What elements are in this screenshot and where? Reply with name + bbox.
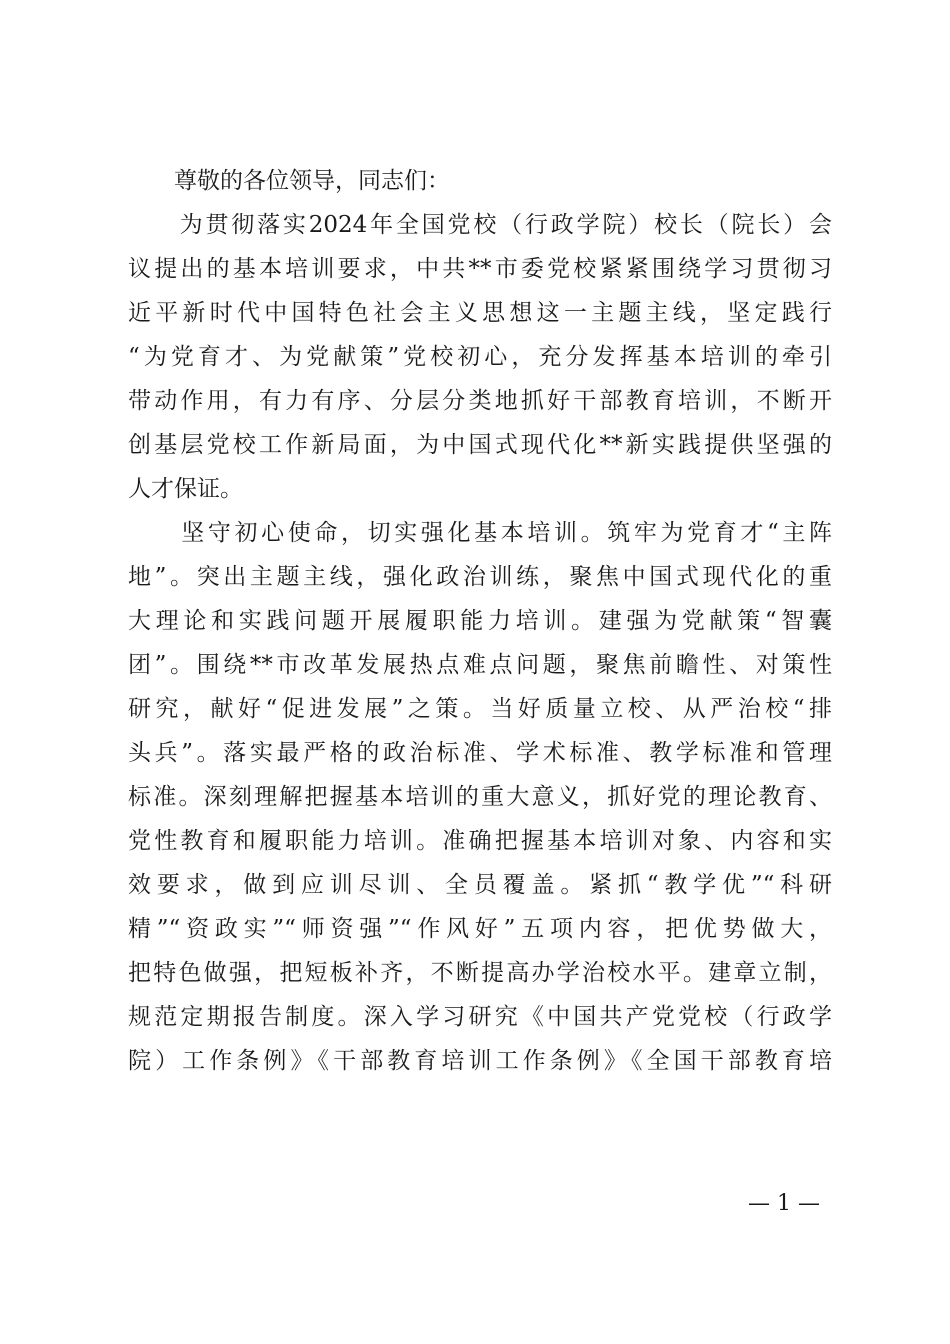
paragraph-2-line: 把特色做强，把短板补齐，不断提高办学治校水平。建章立制， xyxy=(128,960,832,986)
paragraph-1-line: 为贯彻落实2024年全国党校（行政学院）校长（院长）会 xyxy=(128,212,832,238)
paragraph-2-line: 党性教育和履职能力培训。准确把握基本培训对象、内容和实 xyxy=(128,828,832,854)
paragraph-2-line: 院）工作条例》《干部教育培训工作条例》《全国干部教育培 xyxy=(128,1048,832,1074)
paragraph-1-line: “为党育才、为党献策”党校初心，充分发挥基本培训的牵引 xyxy=(128,344,832,370)
paragraph-1-line: 人才保证。 xyxy=(128,476,243,502)
paragraph-2-line: 规范定期报告制度。深入学习研究《中国共产党党校（行政学 xyxy=(128,1004,832,1030)
salutation-line: 尊敬的各位领导，同志们： xyxy=(128,168,450,194)
body-text xyxy=(128,159,832,1083)
paragraph-2-line: 地”。突出主题主线，强化政治训练，聚焦中国式现代化的重 xyxy=(128,564,832,590)
paragraph-2-line: 坚守初心使命，切实强化基本培训。筑牢为党育才“主阵 xyxy=(128,520,832,546)
paragraph-1-line: 带动作用，有力有序、分层分类地抓好干部教育培训，不断开 xyxy=(128,388,832,414)
paragraph-1-line: 议提出的基本培训要求，中共**市委党校紧紧围绕学习贯彻习 xyxy=(128,256,832,282)
paragraph-2-line: 精”“资政实”“师资强”“作风好”五项内容，把优势做大， xyxy=(128,916,832,942)
page-number: — 1 — xyxy=(748,1191,820,1216)
paragraph-2-line: 效要求，做到应训尽训、全员覆盖。紧抓“教学优”“科研 xyxy=(128,872,832,898)
paragraph-2-line: 大理论和实践问题开展履职能力培训。建强为党献策“智囊 xyxy=(128,608,832,634)
paragraph-1-line: 近平新时代中国特色社会主义思想这一主题主线，坚定践行 xyxy=(128,300,832,326)
paragraph-2-line: 研究，献好“促进发展”之策。当好质量立校、从严治校“排 xyxy=(128,696,832,722)
paragraph-2-line: 团”。围绕**市改革发展热点难点问题，聚焦前瞻性、对策性 xyxy=(128,652,832,678)
paragraph-2-line: 头兵”。落实最严格的政治标准、学术标准、教学标准和管理 xyxy=(128,740,832,766)
paragraph-1-line: 创基层党校工作新局面，为中国式现代化**新实践提供坚强的 xyxy=(128,432,832,458)
paragraph-2-line: 标准。深刻理解把握基本培训的重大意义，抓好党的理论教育、 xyxy=(128,784,832,810)
